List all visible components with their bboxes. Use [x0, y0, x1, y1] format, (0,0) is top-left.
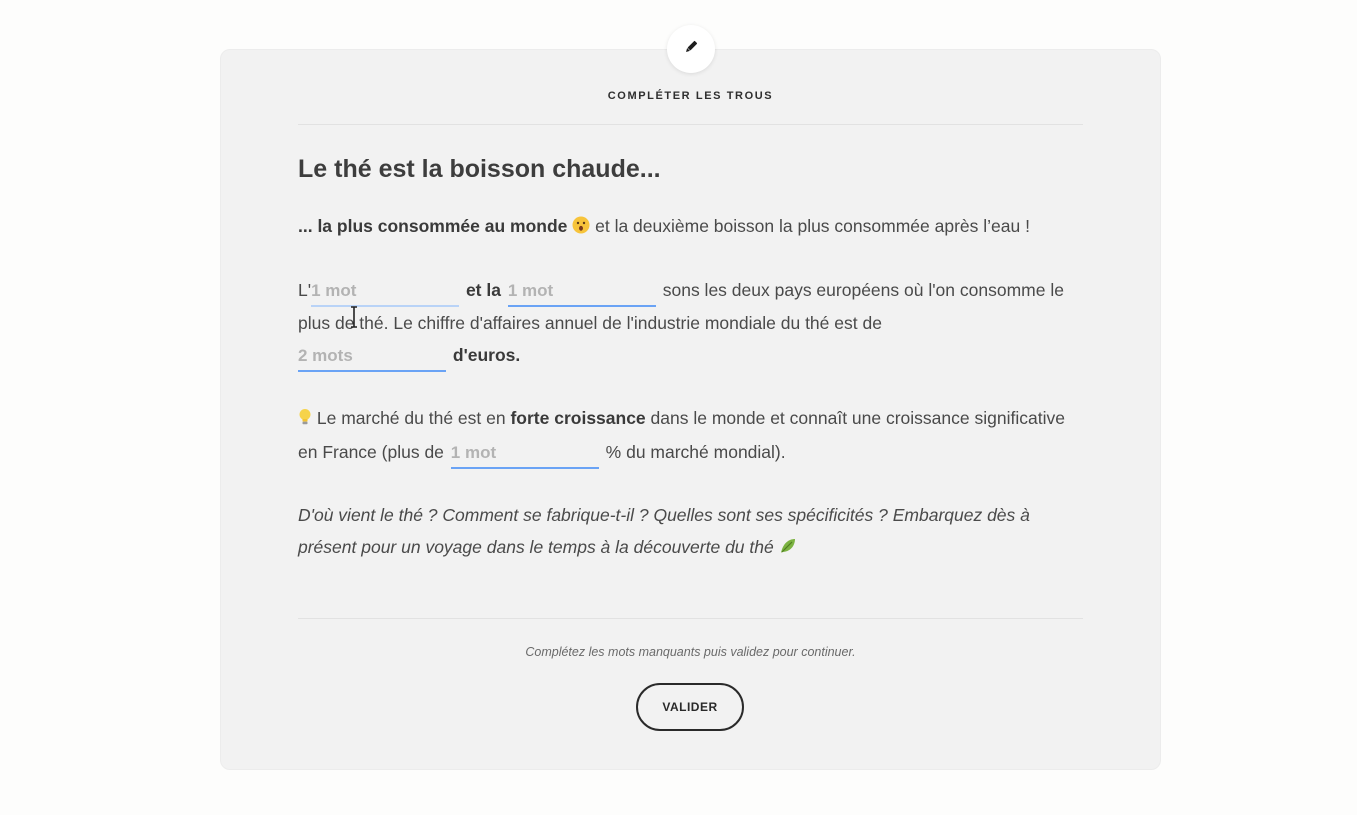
top-divider [298, 124, 1083, 125]
blank-input-4[interactable] [451, 443, 599, 469]
fill-paragraph-1 [298, 274, 1088, 372]
leaf-emoji [779, 533, 797, 565]
bottom-divider [298, 618, 1083, 619]
exercise-badge [667, 25, 715, 73]
market-text-1: Le marché du thé est en [312, 408, 511, 428]
connector-bold: et la [465, 280, 501, 300]
instruction-text: Complétez les mots manquants puis validez pour continuer. [525, 645, 856, 659]
growth-bold: forte croissance [510, 408, 646, 428]
intro-rest: et la deuxième boisson la plus consommée après l’eau ! [590, 216, 1030, 236]
exercise-content [298, 150, 1088, 595]
text-cursor-icon [349, 306, 359, 328]
market-text-3: % du marché mondial). [605, 442, 786, 462]
intro-bold: ... la plus consommée au monde [298, 216, 568, 236]
market-text-2: dans le monde et connaît une croissance significative en France (plus de [298, 408, 1065, 462]
closing-paragraph [298, 499, 1088, 565]
fill-paragraph-2 [298, 402, 1088, 469]
blank-prefix: L' [298, 280, 312, 300]
exercise-type-label: COMPLÉTER LES TROUS [607, 90, 774, 102]
validate-button[interactable]: VALIDER [636, 683, 744, 731]
exercise-title: Le thé est la boisson chaude... [298, 155, 661, 183]
light-bulb-emoji [298, 404, 312, 436]
blank-input-1[interactable] [311, 281, 459, 307]
closing-italic: D'où vient le thé ? Comment se fabrique-t-il ? Quelles sont ses spécificités ? Embarquez dès à présent pour un voyage dans le temps à la découverte du thé [298, 505, 1030, 557]
suffix-bold: d'euros. [452, 345, 521, 365]
pencil-icon [683, 39, 699, 60]
blank-input-2[interactable] [508, 281, 656, 307]
paragraph-middle-text: sons les deux pays européens où l'on consomme le plus de thé. Le chiffre d'affaires annuel de l'industrie mondiale du thé est de [298, 280, 1064, 333]
blank-input-3[interactable] [298, 346, 446, 372]
intro-paragraph [298, 210, 1088, 244]
astonished-face-emoji [572, 212, 590, 244]
